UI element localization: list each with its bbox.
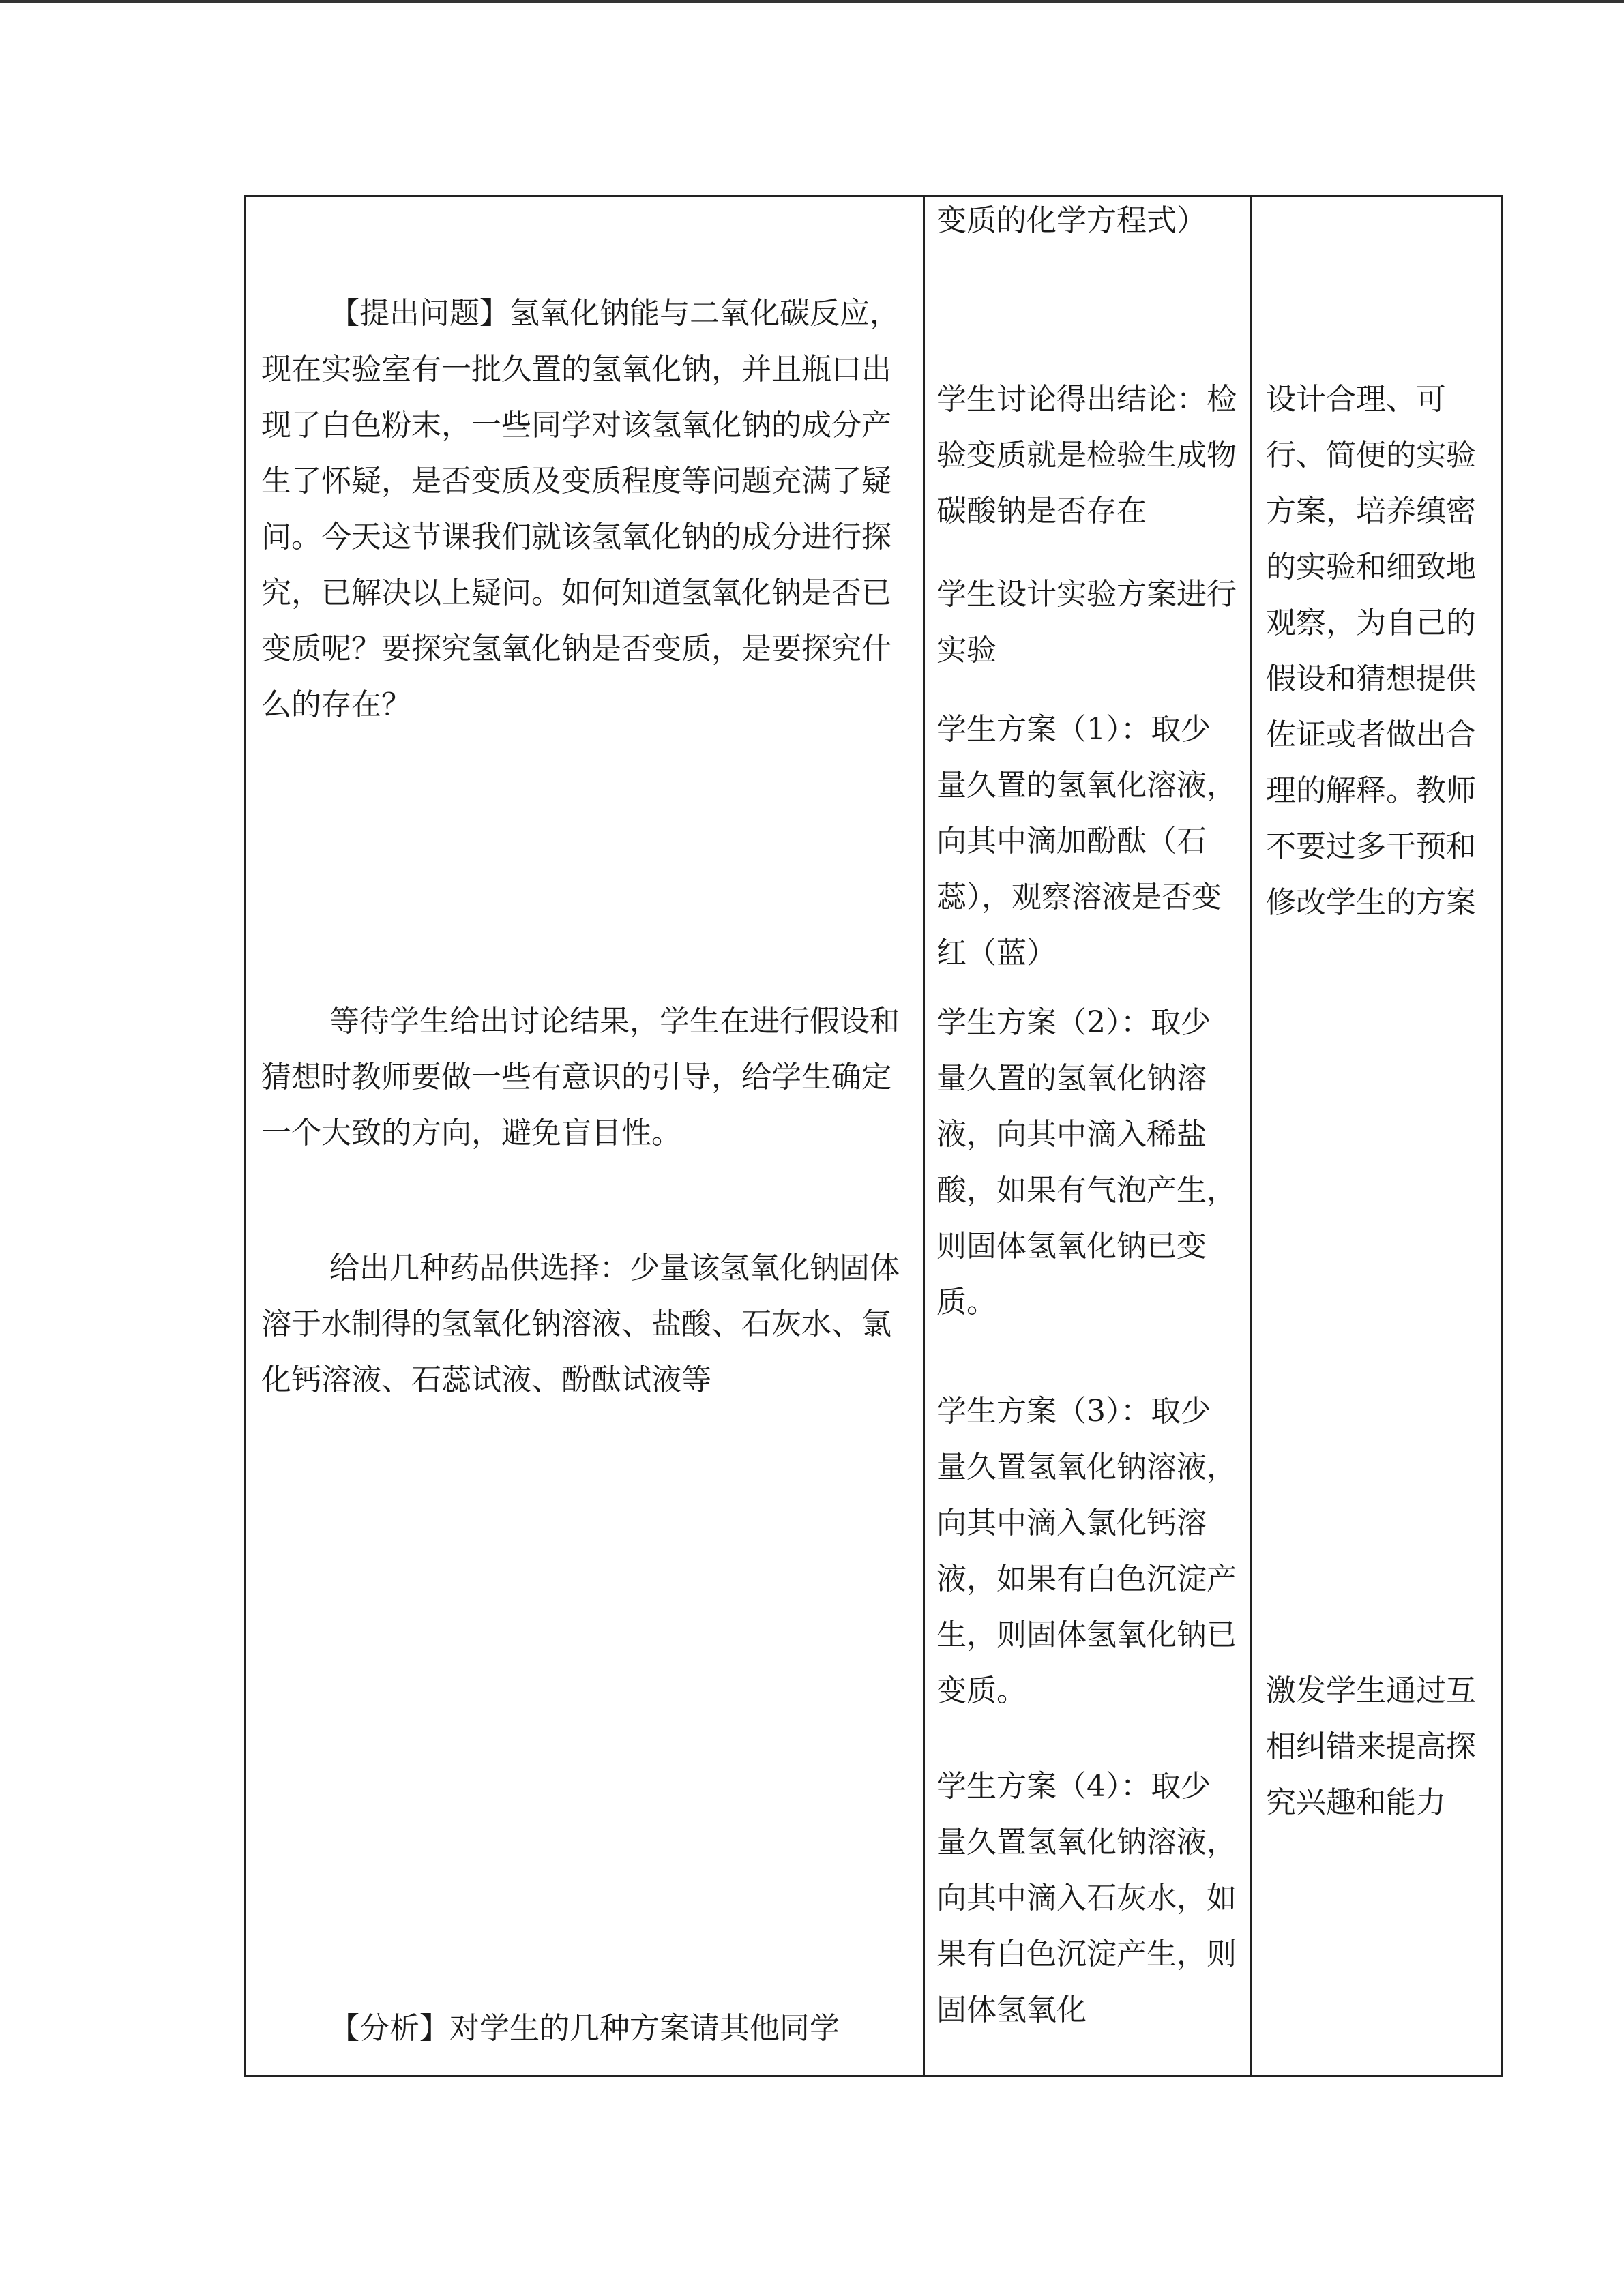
teacher-wait-paragraph: 等待学生给出讨论结果，学生在进行假设和猜想时教师要做一些有意识的引导，给学生确定一个大致的方向，避免盲目性。 [261, 1004, 900, 1150]
student-continuation-text: 变质的化学方程式） [936, 203, 1207, 238]
student-design-paragraph: 学生设计实验方案进行实验 [936, 577, 1237, 668]
column-divider-right [1250, 197, 1252, 2075]
student-plan-1: 学生方案（1）：取少量久置的氢氧化溶液，向其中滴加酚酞（石蕊），观察溶液是否变红（蓝） [936, 712, 1237, 970]
student-plan-2: 学生方案（2）：取少量久置的氢氧化钠溶液，向其中滴入稀盐酸，如果有气泡产生，则固体氢氧化钠已变质。 [936, 1005, 1237, 1320]
teacher-question-paragraph: 【提出问题】氢氧化钠能与二氧化碳反应，现在实验室有一批久置的氢氧化钠，并且瓶口出现了白色粉末，一些同学对该氢氧化钠的成分产生了怀疑，是否变质及变质程度等问题充满了疑问。今天这节课我们就该氢氧化钠的成分进行探究，已解决以上疑问。如何知道氢氧化钠是否已变质呢？要探究氢氧化钠是否变质，是要探究什么的存在？ [261, 296, 900, 722]
teacher-reagents-paragraph: 给出几种药品供选择：少量该氢氧化钠固体溶于水制得的氢氧化钠溶液、盐酸、石灰水、氯化钙溶液、石蕊试液、酚酞试液等 [261, 1251, 900, 1397]
student-conclusion-paragraph: 学生讨论得出结论：检验变质就是检验生成物碳酸钠是否存在 [936, 382, 1237, 528]
teacher-analysis-paragraph: 【分析】对学生的几种方案请其他同学 [329, 2011, 840, 2046]
page-top-border [0, 0, 1624, 3]
column-divider-left [923, 197, 925, 2075]
student-plan-4: 学生方案（4）：取少量久置氢氧化钠溶液，向其中滴入石灰水，如果有白色沉淀产生，则固体氢氧化 [936, 1769, 1237, 2027]
motivation-paragraph: 激发学生通过互相纠错来提高探究兴趣和能力 [1266, 1673, 1476, 1820]
design-intent-paragraph: 设计合理、可行、简便的实验方案，培养缜密的实验和细致地观察，为自己的假设和猜想提供佐证或者做出合理的解释。教师不要过多干预和修改学生的方案 [1266, 382, 1476, 920]
lesson-plan-table [244, 195, 1503, 2077]
student-plan-3: 学生方案（3）：取少量久置氢氧化钠溶液，向其中滴入氯化钙溶液，如果有白色沉淀产生，则固体氢氧化钠已变质。 [936, 1394, 1237, 1708]
